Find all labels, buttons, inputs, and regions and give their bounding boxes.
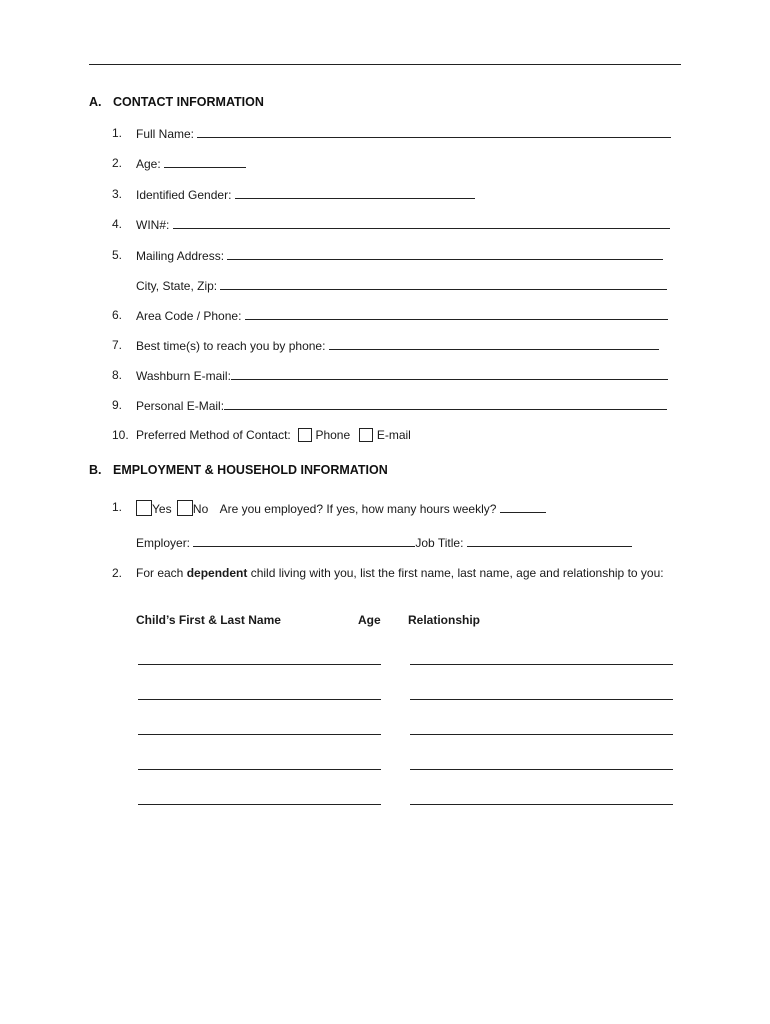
child-relationship-field[interactable]	[410, 769, 673, 770]
hours-weekly-field[interactable]	[500, 501, 546, 513]
age-field[interactable]	[164, 156, 246, 168]
child-relationship-field[interactable]	[410, 664, 673, 665]
age-label: Age:	[136, 157, 161, 171]
personal-email-label: Personal E-Mail:	[136, 399, 225, 413]
item-number: 3.	[112, 187, 123, 201]
section-a-heading	[89, 95, 264, 109]
job-title-field[interactable]	[467, 535, 632, 547]
no-label: No	[192, 502, 209, 516]
instruction-text: child living with you, list the first name, last name, age and relationship to you:	[247, 566, 664, 580]
no-checkbox[interactable]	[177, 500, 193, 516]
mailing-address-label: Mailing Address:	[136, 249, 225, 263]
washburn-email-label: Washburn E-mail:	[136, 369, 231, 383]
win-field[interactable]	[173, 217, 670, 229]
full-name-label: Full Name:	[136, 127, 195, 141]
item-number: 4.	[112, 217, 123, 231]
preferred-contact-label: Preferred Method of Contact:	[136, 428, 291, 442]
section-a-letter: A.	[89, 95, 102, 109]
child-name-field[interactable]	[138, 804, 381, 805]
phone-field[interactable]	[245, 308, 668, 320]
col-relationship: Relationship	[408, 613, 481, 627]
gender-field[interactable]	[235, 187, 475, 199]
child-relationship-field[interactable]	[410, 699, 673, 700]
child-name-field[interactable]	[138, 734, 381, 735]
best-time-field[interactable]	[329, 338, 659, 350]
email-option-label: E-mail	[376, 428, 411, 442]
dependents-instructions	[136, 565, 676, 582]
email-checkbox[interactable]	[359, 428, 373, 442]
item-number: 8.	[112, 368, 123, 382]
section-b-title: EMPLOYMENT & HOUSEHOLD INFORMATION	[113, 463, 388, 477]
col-age: Age	[358, 613, 381, 627]
city-state-zip-field[interactable]	[220, 278, 667, 290]
section-b-letter: B.	[89, 463, 102, 477]
employed-question: Are you employed? If yes, how many hours weekly?	[219, 502, 497, 516]
child-name-field[interactable]	[138, 699, 381, 700]
mailing-address-field[interactable]	[227, 248, 663, 260]
employer-label: Employer:	[136, 536, 191, 550]
section-a-title: CONTACT INFORMATION	[113, 95, 264, 109]
item-number: 9.	[112, 398, 123, 412]
child-relationship-field[interactable]	[410, 734, 673, 735]
personal-email-field[interactable]	[224, 398, 667, 410]
washburn-email-field[interactable]	[231, 368, 668, 380]
job-title-label: Job Title:	[415, 536, 464, 550]
city-state-zip-label: City, State, Zip:	[136, 279, 218, 293]
phone-checkbox[interactable]	[298, 428, 312, 442]
child-name-field[interactable]	[138, 769, 381, 770]
item-number: 1.	[112, 500, 123, 514]
item-number: 10.	[112, 428, 129, 442]
section-b-heading	[89, 463, 388, 477]
employer-field[interactable]	[193, 535, 415, 547]
phone-option-label: Phone	[315, 428, 351, 442]
best-time-label: Best time(s) to reach you by phone:	[136, 339, 326, 353]
item-number: 1.	[112, 126, 123, 140]
item-number: 2.	[112, 156, 123, 170]
item-number: 5.	[112, 248, 123, 262]
top-rule	[89, 64, 681, 65]
item-number: 7.	[112, 338, 123, 352]
col-child-name: Child’s First & Last Name	[136, 613, 281, 627]
item-number: 2.	[112, 566, 123, 580]
child-name-field[interactable]	[138, 664, 381, 665]
instruction-bold: dependent	[186, 566, 248, 580]
phone-label: Area Code / Phone:	[136, 309, 242, 323]
item-number: 6.	[112, 308, 123, 322]
yes-checkbox[interactable]	[136, 500, 152, 516]
win-label: WIN#:	[136, 218, 170, 232]
full-name-field[interactable]	[197, 126, 671, 138]
gender-label: Identified Gender:	[136, 188, 232, 202]
yes-label: Yes	[152, 502, 172, 516]
child-relationship-field[interactable]	[410, 804, 673, 805]
instruction-text: For each	[136, 566, 187, 580]
